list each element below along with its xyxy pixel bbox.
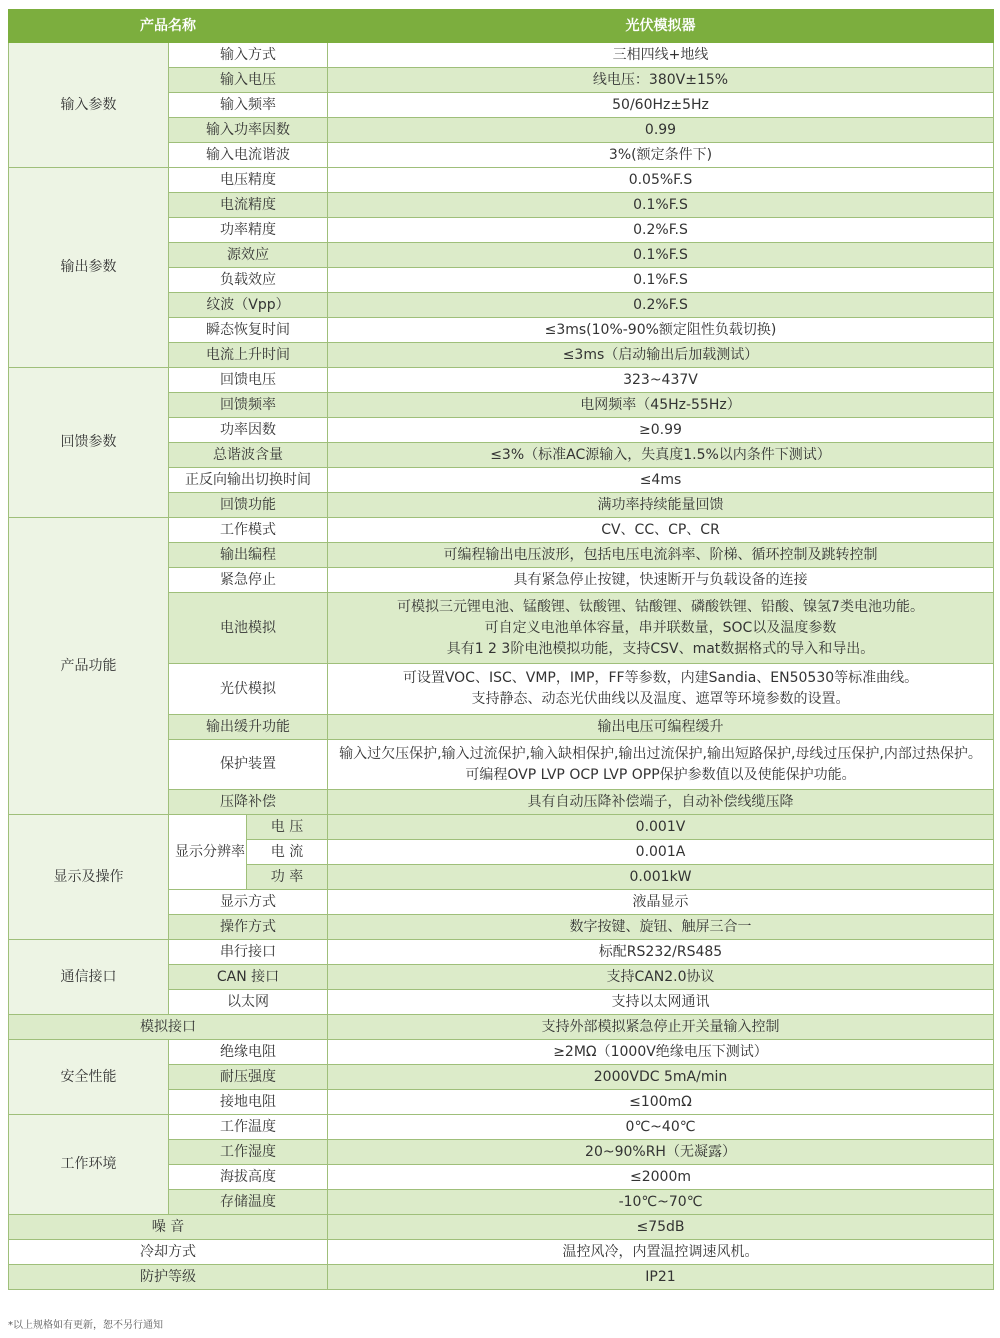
row-label: 输入电流谐波 (169, 143, 328, 168)
row-label: 电压精度 (169, 168, 328, 193)
row-label: 工作湿度 (169, 1140, 328, 1165)
row-value: 标配RS232/RS485 (328, 940, 994, 965)
row-value: IP21 (328, 1265, 994, 1290)
row-label: 工作模式 (169, 518, 328, 543)
row-value: ≤4ms (328, 468, 994, 493)
row-label: 输入频率 (169, 93, 328, 118)
row-value: 323~437V (328, 368, 994, 393)
header-product-value: 光伏模拟器 (328, 10, 994, 43)
row-value: 0.99 (328, 118, 994, 143)
footnote: *以上规格如有更新，恕不另行通知 (8, 1320, 163, 1331)
resolution-item-label: 电 流 (247, 840, 328, 865)
row-value: 满功率持续能量回馈 (328, 493, 994, 518)
row-label: 功率精度 (169, 218, 328, 243)
row-label: 耐压强度 (169, 1065, 328, 1090)
row-label: 回馈功能 (169, 493, 328, 518)
table-row (9, 1115, 994, 1140)
row-value: 0.2%F.S (328, 218, 994, 243)
row-label: 操作方式 (169, 915, 328, 940)
row-value-line: 输入过欠压保护,输入过流保护,输入缺相保护,输出过流保护,输出短路保护,母线过压保护,内部过热保护。 (339, 745, 982, 762)
row-label: 输入方式 (169, 43, 328, 68)
row-value: 温控风冷，内置温控调速风机。 (328, 1240, 994, 1265)
row-label: 正反向输出切换时间 (169, 468, 328, 493)
row-label: 电流精度 (169, 193, 328, 218)
header-product-name: 产品名称 (9, 10, 328, 43)
row-label: 存储温度 (169, 1190, 328, 1215)
resolution-item-label: 功 率 (247, 865, 328, 890)
row-label: 输出缓升功能 (169, 715, 328, 740)
table-row (9, 1040, 994, 1065)
row-label: CAN 接口 (169, 965, 328, 990)
row-value (328, 568, 994, 593)
row-value: 0.1%F.S (328, 268, 994, 293)
spec-sheet (8, 9, 993, 1290)
row-value (328, 790, 994, 815)
row-label: 输入电压 (169, 68, 328, 93)
row-value: 线电压：380V±15% (328, 68, 994, 93)
section-title: 安全性能 (9, 1040, 169, 1115)
table-row (9, 518, 994, 543)
row-value-line: CV、CC、CP、CR (601, 521, 720, 538)
table-row (9, 1015, 994, 1040)
row-label: 绝缘电阻 (169, 1040, 328, 1065)
resolution-item-label: 电 压 (247, 815, 328, 840)
row-value: 0.05%F.S (328, 168, 994, 193)
row-label: 输出编程 (169, 543, 328, 568)
row-value (328, 664, 994, 715)
row-value: 电网频率（45Hz-55Hz） (328, 393, 994, 418)
row-value-line: 可设置VOC、ISC、VMP，IMP，FF等参数，内建Sandia、EN50530等标准曲线。 (402, 670, 919, 686)
table-row (9, 1240, 994, 1265)
row-label: 源效应 (169, 243, 328, 268)
row-label: 负载效应 (169, 268, 328, 293)
row-value: ≥2MΩ（1000V绝缘电压下测试） (328, 1040, 994, 1065)
row-label: 接地电阻 (169, 1090, 328, 1115)
row-value: ≤100mΩ (328, 1090, 994, 1115)
row-value: ≤3%（标准AC源输入，失真度1.5%以内条件下测试） (328, 443, 994, 468)
row-value: 2000VDC 5mA/min (328, 1065, 994, 1090)
row-label: 光伏模拟 (169, 664, 328, 715)
row-value: 0.1%F.S (328, 193, 994, 218)
row-value: 3%(额定条件下) (328, 143, 994, 168)
row-label: 噪 音 (9, 1215, 328, 1240)
table-row (9, 1265, 994, 1290)
row-value: 0℃~40℃ (328, 1115, 994, 1140)
row-label: 回馈频率 (169, 393, 328, 418)
row-label: 功率因数 (169, 418, 328, 443)
section-title: 输出参数 (9, 168, 169, 368)
row-value: 0.2%F.S (328, 293, 994, 318)
row-value: 数字按键、旋钮、触屏三合一 (328, 915, 994, 940)
table-header-row (9, 10, 994, 43)
resolution-label: 显示分辨率 (169, 815, 247, 890)
section-title: 产品功能 (9, 518, 169, 815)
row-label: 冷却方式 (9, 1240, 328, 1265)
row-label: 显示方式 (169, 890, 328, 915)
row-value (328, 740, 994, 790)
row-label: 电流上升时间 (169, 343, 328, 368)
table-row (9, 815, 994, 840)
row-label: 电池模拟 (169, 593, 328, 664)
row-label: 保护装置 (169, 740, 328, 790)
row-value: ≤3ms(10%-90%额定阻性负载切换) (328, 318, 994, 343)
row-value (328, 593, 994, 664)
row-label: 瞬态恢复时间 (169, 318, 328, 343)
row-value (328, 543, 994, 568)
row-label: 串行接口 (169, 940, 328, 965)
row-value: ≤3ms（启动输出后加载测试） (328, 343, 994, 368)
table-row (9, 368, 994, 393)
row-value: 三相四线+地线 (328, 43, 994, 68)
section-title: 工作环境 (9, 1115, 169, 1215)
row-value-line: 可编程输出电压波形，包括电压电流斜率、阶梯、循环控制及跳转控制 (443, 546, 878, 563)
spec-table (8, 9, 994, 1290)
row-label: 紧急停止 (169, 568, 328, 593)
row-value: 50/60Hz±5Hz (328, 93, 994, 118)
row-value (328, 715, 994, 740)
row-value: 0.1%F.S (328, 243, 994, 268)
row-value-line: 支持静态、动态光伏曲线以及温度、遮罩等环境参数的设置。 (471, 691, 850, 707)
row-value: 支持外部模拟紧急停止开关量输入控制 (328, 1015, 994, 1040)
row-value-line: 可模拟三元锂电池、锰酸锂、钛酸锂、钴酸锂、磷酸铁锂、铅酸、镍氢7类电池功能。 (397, 598, 924, 615)
row-value-line: 可自定义电池单体容量，串并联数量，SOC以及温度参数 (484, 619, 837, 636)
row-value: 0.001kW (328, 865, 994, 890)
row-value-line: 具有自动压降补偿端子，自动补偿线缆压降 (527, 793, 794, 810)
row-label: 纹波（Vpp） (169, 293, 328, 318)
row-value: 20~90%RH（无凝露） (328, 1140, 994, 1165)
row-label: 总谐波含量 (169, 443, 328, 468)
row-value-line: 输出电压可编程缓升 (597, 718, 724, 735)
row-value-line: 具有1 2 3阶电池模拟功能，支持CSV、mat数据格式的导入和导出。 (446, 640, 875, 657)
row-value (328, 518, 994, 543)
section-title: 通信接口 (9, 940, 169, 1015)
row-label: 防护等级 (9, 1265, 328, 1290)
table-row (9, 168, 994, 193)
row-label: 以太网 (169, 990, 328, 1015)
row-value: 支持以太网通讯 (328, 990, 994, 1015)
row-label: 回馈电压 (169, 368, 328, 393)
row-label: 压降补偿 (169, 790, 328, 815)
table-row (9, 940, 994, 965)
row-label: 模拟接口 (9, 1015, 328, 1040)
row-value: -10℃~70℃ (328, 1190, 994, 1215)
row-value: 0.001V (328, 815, 994, 840)
row-value-line: 具有紧急停止按键，快速断开与负载设备的连接 (513, 571, 808, 588)
table-row (9, 43, 994, 68)
section-title: 回馈参数 (9, 368, 169, 518)
row-value: 液晶显示 (328, 890, 994, 915)
row-value: 0.001A (328, 840, 994, 865)
row-value: 支持CAN2.0协议 (328, 965, 994, 990)
row-label: 输入功率因数 (169, 118, 328, 143)
row-value: ≤75dB (328, 1215, 994, 1240)
section-title: 显示及操作 (9, 815, 169, 940)
row-value-line: 可编程OVP LVP OCP LVP OPP保护参数值以及使能保护功能。 (465, 766, 856, 783)
row-label: 海拔高度 (169, 1165, 328, 1190)
row-value: ≥0.99 (328, 418, 994, 443)
row-value: ≤2000m (328, 1165, 994, 1190)
table-row (9, 1215, 994, 1240)
row-label: 工作温度 (169, 1115, 328, 1140)
section-title: 输入参数 (9, 43, 169, 168)
